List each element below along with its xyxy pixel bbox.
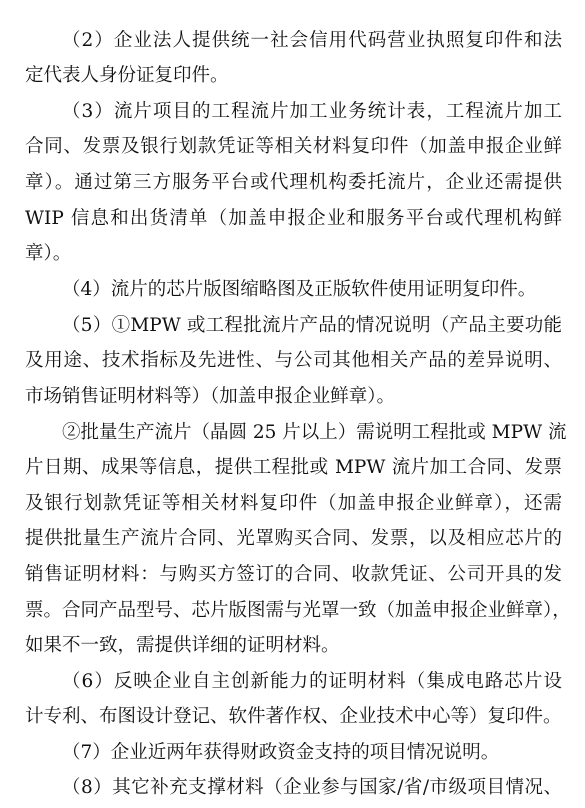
item-6-line-2: 计专利、布图设计登记、软件著作权、企业技术中心等）复印件。 xyxy=(25,706,562,727)
item-5-2-line-4: 提供批量生产流片合同、光罩购买合同、发票，以及相应芯片的 xyxy=(25,528,562,549)
item-2-line-1: （2）企业法人提供统一社会信用代码营业执照复印件和法 xyxy=(62,30,562,51)
item-5-1-line-3: 市场销售证明材料等）（加盖申报企业鲜章）。 xyxy=(25,386,396,407)
item-3-line-5: 章）。 xyxy=(25,243,72,264)
item-5-2-line-6: 票。合同产品型号、芯片版图需与光罩一致（加盖申报企业鲜章）， xyxy=(25,600,571,621)
item-5-2-line-3: 及银行划款凭证等相关材料复印件（加盖申报企业鲜章），还需 xyxy=(25,493,562,514)
item-3-line-2: 合同、发票及银行划款凭证等相关材料复印件（加盖申报企业鲜 xyxy=(25,136,562,157)
item-5-1-line-1: （5）①MPW 或工程批流片产品的情况说明（产品主要功能 xyxy=(62,315,562,336)
item-7-line-1: （7）企业近两年获得财政资金支持的项目情况说明。 xyxy=(62,742,500,763)
item-5-2-line-5: 销售证明材料：与购买方签订的合同、收款凭证、公司开具的发 xyxy=(25,564,562,585)
item-4-line-1: （4）流片的芯片版图缩略图及正版软件使用证明复印件。 xyxy=(62,279,537,300)
item-3-line-1: （3）流片项目的工程流片加工业务统计表，工程流片加工 xyxy=(62,101,562,122)
item-5-2-line-2: 片日期、成果等信息，提供工程批或 MPW 流片加工合同、发票 xyxy=(25,457,562,478)
item-2-line-2: 定代表人身份证复印件。 xyxy=(25,65,229,86)
item-6-line-1: （6）反映企业自主创新能力的证明材料（集成电路芯片设 xyxy=(62,671,562,692)
item-3-line-4: WIP 信息和出货清单（加盖申报企业和服务平台或代理机构鲜 xyxy=(25,208,562,229)
item-3-line-3: 章）。通过第三方服务平台或代理机构委托流片，企业还需提供 xyxy=(25,172,562,193)
item-8-line-1: （8）其它补充支撑材料（企业参与国家/省/市级项目情况、 xyxy=(62,777,562,798)
item-5-2-line-7: 如果不一致，需提供详细的证明材料。 xyxy=(25,635,340,656)
item-5-2-line-1: ②批量生产流片（晶圆 25 片以上）需说明工程批或 MPW 流 xyxy=(62,422,567,443)
item-5-1-line-2: 及用途、技术指标及先进性、与公司其他相关产品的差异说明、 xyxy=(25,350,562,371)
